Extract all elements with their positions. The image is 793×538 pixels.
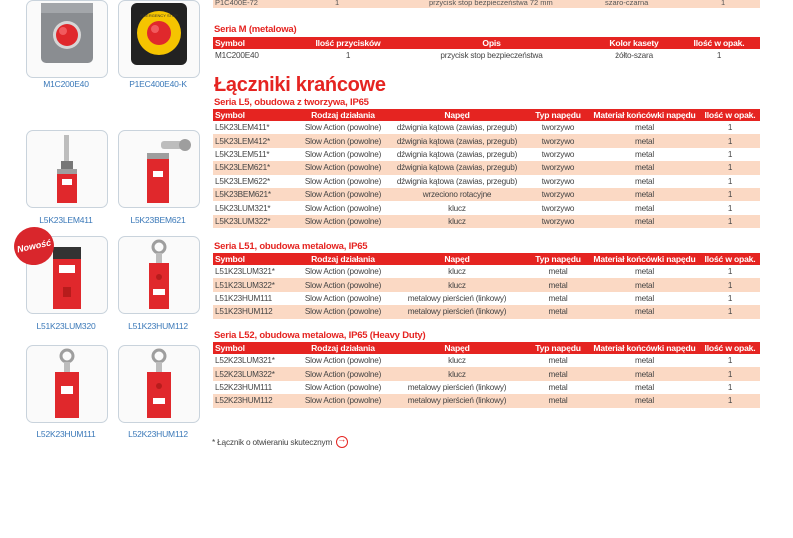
cell-qty: 1: [335, 0, 340, 7]
product-label: L52K23HUM111: [36, 429, 96, 439]
product-image-l5k23lem411: [26, 130, 108, 208]
cell: L52K23HUM111: [213, 381, 299, 394]
table-row: [213, 175, 760, 188]
cell: 1: [678, 49, 760, 62]
table-series-l5: [213, 109, 760, 228]
cell: Slow Action (powolne): [299, 381, 387, 394]
cell: klucz: [387, 278, 527, 291]
cell: Slow Action (powolne): [299, 188, 387, 201]
arrow-circle-icon: [336, 436, 348, 448]
cell: tworzywo: [527, 148, 589, 161]
cell: Slow Action (powolne): [299, 175, 387, 188]
cell: metal: [527, 394, 589, 407]
product-label: L5K23BEM621: [130, 215, 186, 225]
column-header: Typ napędu: [527, 253, 589, 265]
table-row: [213, 394, 760, 407]
column-header: Rodzaj działania: [299, 253, 387, 265]
cell: metal: [527, 265, 589, 278]
cell: tworzywo: [527, 134, 589, 147]
cell: 1: [700, 215, 760, 228]
column-header: Ilość w opak.: [700, 253, 760, 265]
cell: metalowy pierścień (linkowy): [387, 394, 527, 407]
column-header: Rodzaj działania: [299, 109, 387, 121]
cell: 1: [700, 278, 760, 291]
cell: dźwignia kątowa (zawias, przegub): [387, 121, 527, 134]
table-row: [213, 161, 760, 174]
cell-color: szaro-czarna: [605, 0, 649, 7]
cell: Slow Action (powolne): [299, 215, 387, 228]
cell: metal: [527, 292, 589, 305]
column-header: Symbol: [213, 253, 299, 265]
series-title: Seria L51, obudowa metalowa, IP65: [214, 241, 368, 252]
column-header: Symbol: [213, 342, 299, 354]
cell: 1: [700, 175, 760, 188]
cell: metal: [589, 265, 700, 278]
column-header: Napęd: [387, 253, 527, 265]
column-header: Ilość w opak.: [700, 109, 760, 121]
cell: L5K23LEM621*: [213, 161, 299, 174]
cell: 1: [700, 148, 760, 161]
cell: metal: [527, 305, 589, 318]
section-title: Łączniki krańcowe: [214, 74, 386, 96]
cell: Slow Action (powolne): [299, 394, 387, 407]
cell: metal: [589, 278, 700, 291]
table-row: [213, 215, 760, 228]
column-header: Napęd: [387, 109, 527, 121]
cell: metal: [589, 381, 700, 394]
cell: metal: [527, 278, 589, 291]
column-header: Materiał końcówki napędu: [589, 109, 700, 121]
product-label: M1C200E40: [43, 79, 89, 89]
cell: 1: [700, 121, 760, 134]
cell: metal: [589, 121, 700, 134]
cell: przycisk stop bezpieczeństwa: [393, 49, 590, 62]
cell: klucz: [387, 215, 527, 228]
table-row: [213, 354, 760, 367]
cell: klucz: [387, 367, 527, 380]
cell: Slow Action (powolne): [299, 367, 387, 380]
series-title: Seria L52, obudowa metalowa, IP65 (Heavy Duty): [214, 330, 426, 341]
table-series-l51: [213, 253, 760, 319]
series-title: Seria M (metalowa): [214, 24, 297, 35]
table-row: [213, 367, 760, 380]
cell: tworzywo: [527, 175, 589, 188]
table-row: [213, 148, 760, 161]
column-header: Symbol: [213, 109, 299, 121]
column-header: Typ napędu: [527, 109, 589, 121]
column-header: Ilość w opak.: [700, 342, 760, 354]
product-image-l52k23hum112: [118, 345, 200, 423]
table-row: [213, 49, 760, 62]
emergency-text: EMERGENCY STOP: [140, 13, 178, 18]
cell: L51K23HUM112: [213, 305, 299, 318]
cell: 1: [700, 265, 760, 278]
cell: Slow Action (powolne): [299, 148, 387, 161]
cell: dźwignia kątowa (zawias, przegub): [387, 175, 527, 188]
cell: L51K23HUM111: [213, 292, 299, 305]
cell: Slow Action (powolne): [299, 305, 387, 318]
cell: tworzywo: [527, 188, 589, 201]
table-row: [213, 278, 760, 291]
cell: L5K23LEM412*: [213, 134, 299, 147]
cell: metal: [589, 305, 700, 318]
product-label: P1EC400E40-K: [129, 79, 187, 89]
cell: klucz: [387, 354, 527, 367]
cell: Slow Action (powolne): [299, 278, 387, 291]
cell: dźwignia kątowa (zawias, przegub): [387, 161, 527, 174]
cell: tworzywo: [527, 161, 589, 174]
cell: dźwignia kątowa (zawias, przegub): [387, 148, 527, 161]
cell: 1: [700, 305, 760, 318]
footnote: [212, 436, 348, 448]
cell: 1: [700, 201, 760, 214]
cell: metal: [589, 394, 700, 407]
cell: klucz: [387, 201, 527, 214]
column-header: Symbol: [213, 37, 303, 49]
cell: Slow Action (powolne): [299, 201, 387, 214]
cell: L51K23LUM322*: [213, 278, 299, 291]
cell: metal: [589, 367, 700, 380]
cell: metalowy pierścień (linkowy): [387, 381, 527, 394]
column-header: Napęd: [387, 342, 527, 354]
new-badge: Nowość: [10, 223, 57, 268]
cell: L52K23HUM112: [213, 394, 299, 407]
product-label: L5K23LEM411: [39, 215, 93, 225]
cell: 1: [700, 188, 760, 201]
product-label: L52K23HUM112: [128, 429, 188, 439]
product-label: L51K23LUM320: [36, 321, 96, 331]
cell: tworzywo: [527, 201, 589, 214]
table-row: [213, 265, 760, 278]
cell: 1: [700, 394, 760, 407]
cell: metalowy pierścień (linkowy): [387, 305, 527, 318]
product-image-m1c200e40: [26, 0, 108, 78]
cell: 1: [700, 292, 760, 305]
cell: M1C200E40: [213, 49, 303, 62]
cell: Slow Action (powolne): [299, 265, 387, 278]
cell: metal: [527, 367, 589, 380]
table-row: [213, 381, 760, 394]
column-header: Ilość w opak.: [678, 37, 760, 49]
cell: metal: [527, 381, 589, 394]
column-header: Rodzaj działania: [299, 342, 387, 354]
column-header: Opis: [393, 37, 590, 49]
cell: żółto-szara: [590, 49, 678, 62]
cell: 1: [700, 381, 760, 394]
cell: L52K23LUM322*: [213, 367, 299, 380]
table-row: [213, 121, 760, 134]
column-header: Ilość przycisków: [303, 37, 393, 49]
cell: 1: [303, 49, 393, 62]
cell: 1: [700, 134, 760, 147]
cell: metal: [589, 161, 700, 174]
cell: metal: [589, 354, 700, 367]
cell: L5K23LEM411*: [213, 121, 299, 134]
cell: 1: [700, 367, 760, 380]
column-header: Typ napędu: [527, 342, 589, 354]
cell: tworzywo: [527, 215, 589, 228]
cell: L5K23LEM511*: [213, 148, 299, 161]
series-title: Seria L5, obudowa z tworzywa, IP65: [214, 97, 369, 108]
cell: klucz: [387, 265, 527, 278]
cell-symbol: P1C400E-72: [215, 0, 258, 7]
cell: L51K23LUM321*: [213, 265, 299, 278]
cell: Slow Action (powolne): [299, 161, 387, 174]
cell: metal: [589, 215, 700, 228]
cell: metal: [527, 354, 589, 367]
column-header: Kolor kasety: [590, 37, 678, 49]
cell: Slow Action (powolne): [299, 134, 387, 147]
cell: L5K23LUM322*: [213, 215, 299, 228]
product-image-l5k23bem621: [118, 130, 200, 208]
cell: metal: [589, 134, 700, 147]
cell: metal: [589, 292, 700, 305]
product-image-p1ec400e40-k: [118, 0, 200, 78]
table-row: [213, 134, 760, 147]
cell: dźwignia kątowa (zawias, przegub): [387, 134, 527, 147]
cell: metalowy pierścień (linkowy): [387, 292, 527, 305]
previous-table-row: [213, 0, 760, 8]
table-row: [213, 201, 760, 214]
cell: L5K23LUM321*: [213, 201, 299, 214]
cell: tworzywo: [527, 121, 589, 134]
cell: L52K23LUM321*: [213, 354, 299, 367]
cell: Slow Action (powolne): [299, 292, 387, 305]
table-row: [213, 292, 760, 305]
table-row: [213, 305, 760, 318]
table-series-l52: [213, 342, 760, 408]
cell: 1: [700, 161, 760, 174]
column-header: Materiał końcówki napędu: [589, 253, 700, 265]
cell: wrzeciono rotacyjne: [387, 188, 527, 201]
product-image-l52k23hum111: [26, 345, 108, 423]
cell: 1: [700, 354, 760, 367]
footnote-text: * Łącznik o otwieraniu skutecznym: [212, 437, 333, 447]
cell-pack: 1: [721, 0, 726, 7]
column-header: Materiał końcówki napędu: [589, 342, 700, 354]
cell: L5K23LEM622*: [213, 175, 299, 188]
cell: metal: [589, 188, 700, 201]
cell-desc: przycisk stop bezpieczeństwa 72 mm: [429, 0, 553, 7]
cell: Slow Action (powolne): [299, 121, 387, 134]
cell: metal: [589, 175, 700, 188]
cell: metal: [589, 201, 700, 214]
cell: L5K23BEM621*: [213, 188, 299, 201]
cell: metal: [589, 148, 700, 161]
product-image-l51k23hum112: [118, 236, 200, 314]
cell: Slow Action (powolne): [299, 354, 387, 367]
table-row: [213, 188, 760, 201]
table-series-m: [213, 37, 760, 62]
product-label: L51K23HUM112: [128, 321, 188, 331]
